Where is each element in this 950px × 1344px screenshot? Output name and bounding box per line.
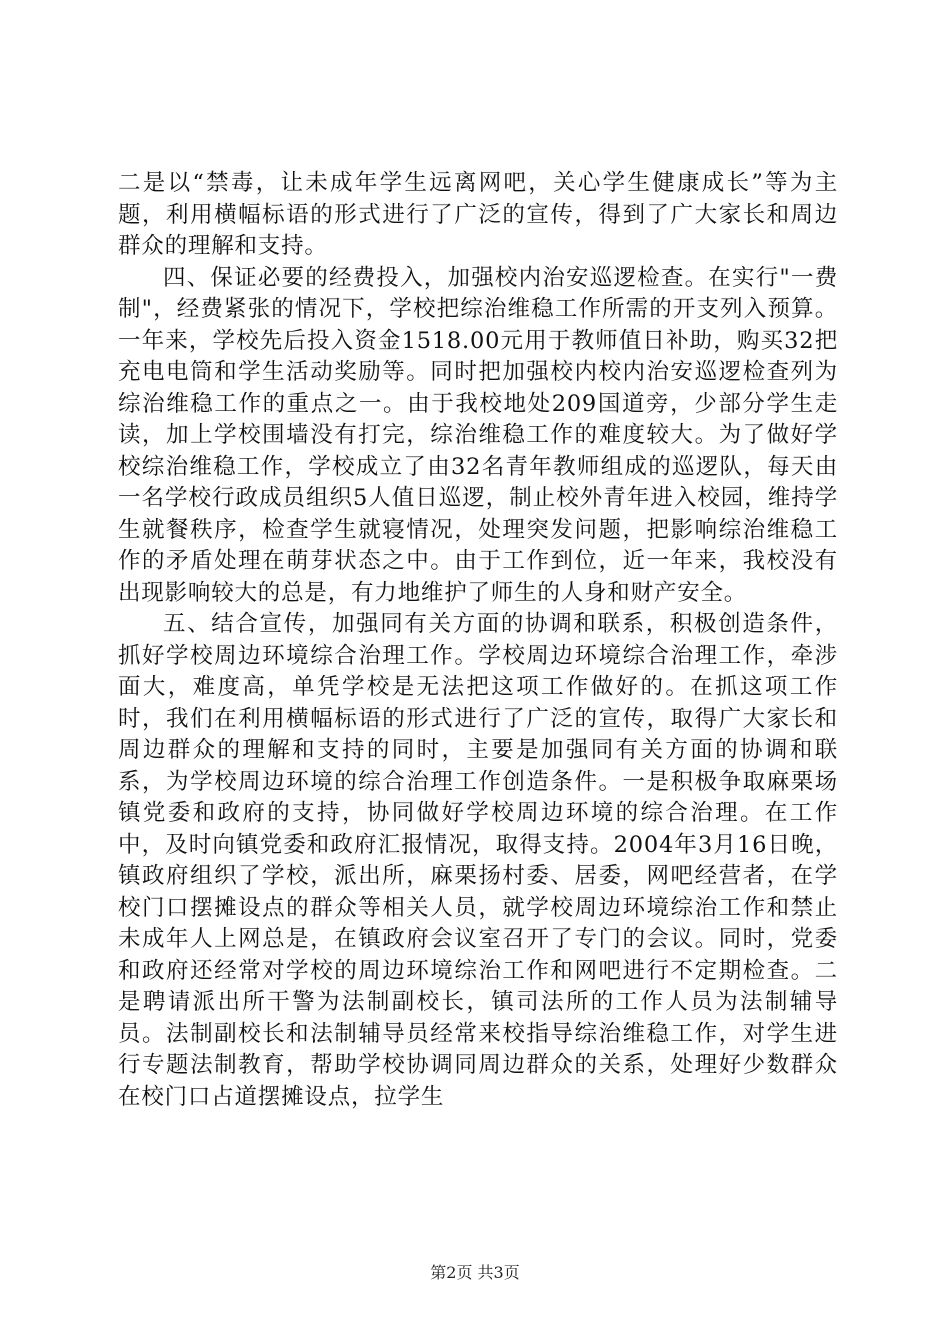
page-number-footer: 第2页 共3页 bbox=[430, 1263, 520, 1282]
paragraph-continuation: 二是以“禁毒，让未成年学生远离网吧，关心学生健康成长”等为主题，利用横幅标语的形式进行了广泛的宣传，得到了广大家长和周边群众的理解和支持。 bbox=[118, 170, 838, 259]
paragraph-section-five: 五、结合宣传，加强同有关方面的协调和联系，积极创造条件，抓好学校周边环境综合治理工作。学校周边环境综合治理工作，牵涉面大，难度高，单凭学校是无法把这项工作做好的。在抓这项工作时，我们在利用横幅标语的形式进行了广泛的宣传，取得广大家长和周边群众的理解和支持的同时，主要是加强同有关方面的协调和联系，为学校周边环境的综合治理工作创造条件。一是积极争取麻栗场镇党委和政府的支持，协同做好学校周边环境的综合治理。在工作中，及时向镇党委和政府汇报情况，取得支持。2004年3月16日晚，镇政府组织了学校，派出所，麻栗扬村委、居委，网吧经营者，在学校门口摆摊设点的群众等相关人员，就学校周边环境综治工作和禁止未成年人上网总是，在镇政府会议室召开了专门的会议。同时，党委和政府还经常对学校的周边环境综治工作和网吧进行不定期检查。二是聘请派出所干警为法制副校长，镇司法所的工作人员为法制辅导员。法制副校长和法制辅导员经常来校指导综治维稳工作，对学生进行专题法制教育，帮助学校协调同周边群众的关系，处理好少数群众在校门口占道摆摊设点，拉学生 bbox=[118, 611, 838, 1110]
paragraph-section-four: 四、保证必要的经费投入，加强校内治安巡逻检查。在实行"一费制"，经费紧张的情况下，学校把综治维稳工作所需的开支列入预算。一年来，学校先后投入资金1518.00元用于教师值日补助，购买32把充电电筒和学生活动奖励等。同时把加强校内校内治安巡逻检查列为综治维稳工作的重点之一。由于我校地处209国道旁，少部分学生走读，加上学校围墙没有打完，综治维稳工作的难度较大。为了做好学校综治维稳工作，学校成立了由32名青年教师组成的巡逻队，每天由一名学校行政成员组织5人值日巡逻，制止校外青年进入校园，维持学生就餐秩序，检查学生就寝情况，处理突发问题，把影响综治维稳工作的矛盾处理在萌芽状态之中。由于工作到位，近一年来，我校没有出现影响较大的总是，有力地维护了师生的人身和财产安全。 bbox=[118, 264, 838, 606]
document-body bbox=[118, 168, 838, 1113]
